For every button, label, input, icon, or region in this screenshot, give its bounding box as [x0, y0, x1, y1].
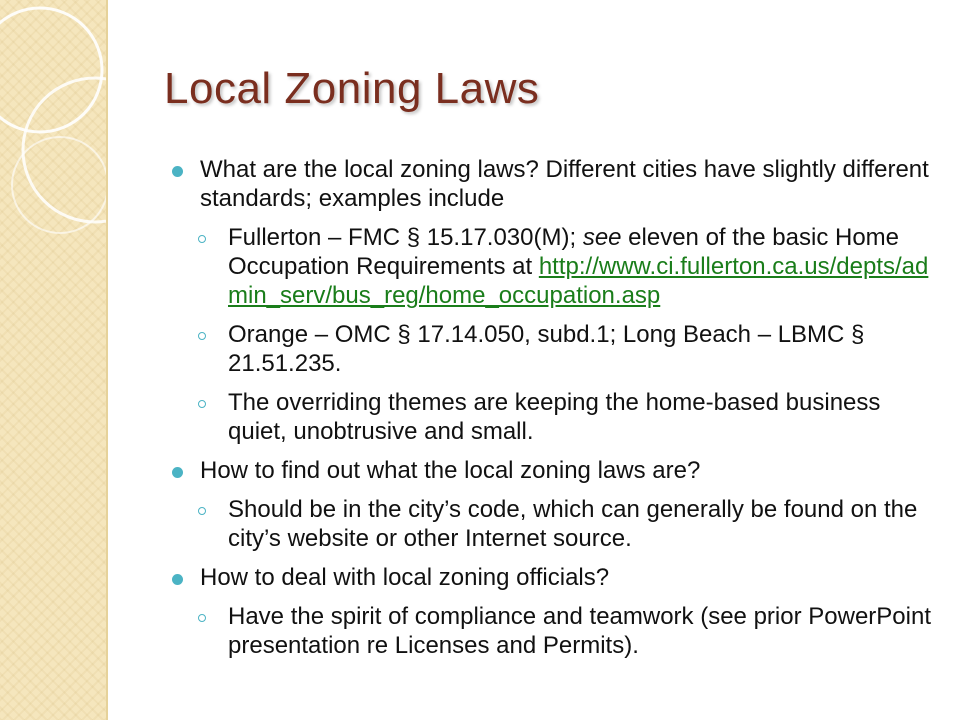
sub-bullet-ring-icon	[198, 400, 206, 408]
sub-bullet-text-before: Fullerton – FMC § 15.17.030(M);	[228, 224, 583, 251]
sub-bullet-item	[170, 223, 940, 310]
sub-bullet-text: Should be in the city’s code, which can generally be found on the city’s website or other Internet source.	[228, 496, 918, 552]
sub-bullet-ring-icon	[198, 332, 206, 340]
sidebar-divider	[106, 0, 108, 720]
sub-bullet-text-after: eleven of the basic Home Occupation Requirements at	[228, 224, 900, 280]
slide-title: Local Zoning Laws	[164, 64, 540, 113]
bullet-item	[170, 155, 940, 213]
sub-bullet-item	[170, 495, 940, 553]
bullet-item	[170, 456, 940, 485]
sub-bullet-text-italic: see	[582, 224, 622, 251]
sub-bullet-text: Orange – OMC § 17.14.050, subd.1; Long Beach – LBMC § 21.51.235.	[228, 321, 865, 377]
sub-bullet-text: The overriding themes are keeping the home-based business quiet, unobtrusive and small.	[228, 389, 881, 445]
sub-bullet-ring-icon	[198, 507, 206, 515]
bullet-text: What are the local zoning laws? Different cities have slightly different standards; examples include	[200, 156, 929, 212]
sub-bullet-text: Have the spirit of compliance and teamwork (see prior PowerPoint presentation re Licenses and Permits).	[228, 603, 931, 659]
home-occupation-link[interactable]: http://www.ci.fullerton.ca.us/depts/admin_serv/bus_reg/home_occupation.asp	[228, 253, 929, 309]
sub-bullet-item	[170, 388, 940, 446]
sub-bullet-ring-icon	[198, 614, 206, 622]
bullet-text: How to find out what the local zoning laws are?	[200, 457, 701, 484]
bullet-dot-icon	[172, 467, 183, 478]
sub-bullet-ring-icon	[198, 235, 206, 243]
bullet-dot-icon	[172, 574, 183, 585]
sub-bullet-item	[170, 602, 940, 660]
decorative-sidebar	[0, 0, 106, 720]
bullet-text: How to deal with local zoning officials?	[200, 564, 610, 591]
slide-content	[170, 155, 940, 670]
sub-bullet-item	[170, 320, 940, 378]
bullet-item	[170, 563, 940, 592]
decorative-circles-graphic	[0, 0, 106, 720]
bullet-dot-icon	[172, 166, 183, 177]
